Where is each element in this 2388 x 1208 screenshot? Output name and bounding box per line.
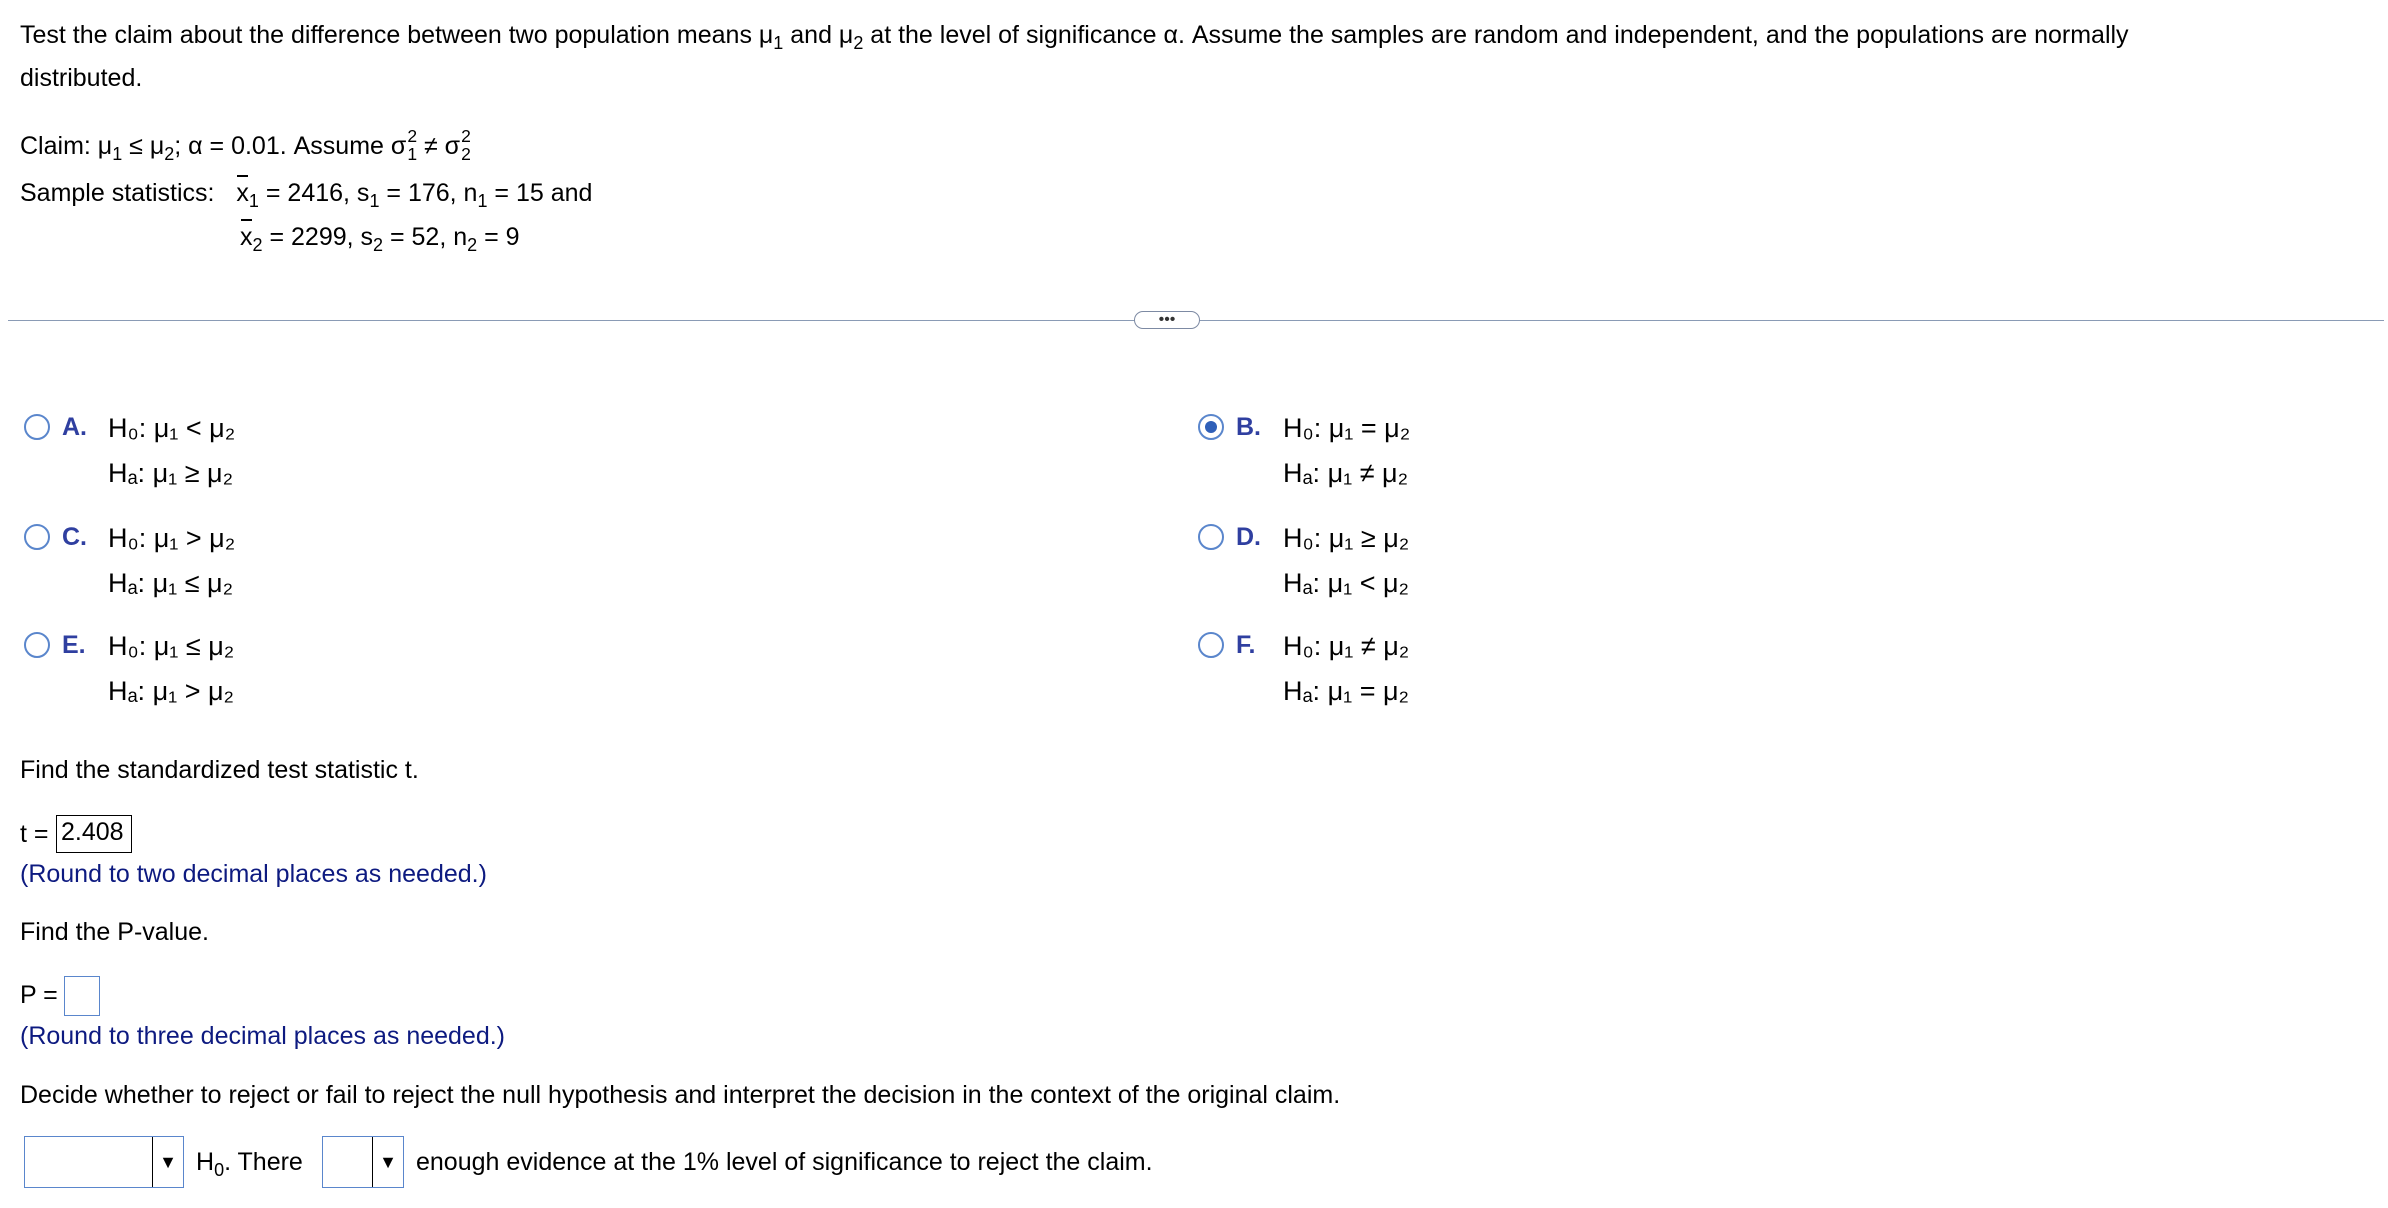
s2idx: 2	[461, 143, 471, 164]
claim-text-ne: ≠ σ	[417, 132, 461, 161]
xbar-1: x	[236, 179, 249, 207]
xbar2-sub: 2	[252, 235, 263, 256]
intro-text-a: Test the claim about the difference between two population means μ	[20, 21, 774, 49]
p-prompt: Find the P-value.	[20, 918, 209, 946]
mu-sub-2: 2	[853, 33, 864, 54]
claim-text-alpha: ; α = 0.01. Assume σ	[174, 132, 407, 161]
decision-prompt: Decide whether to reject or fail to reject the null hypothesis and interpret the decision in the context of the original claim.	[20, 1081, 1341, 1109]
p-label: P =	[20, 981, 58, 1009]
xbar1-sub: 1	[248, 191, 259, 212]
claim-text-a: Claim: μ	[20, 132, 113, 161]
sigma1-supsub	[407, 128, 417, 163]
s1idx: 1	[407, 143, 418, 164]
claim-text-le: ≤ μ	[122, 132, 165, 161]
decision-tail: enough evidence at the 1% level of significance to reject the claim.	[416, 1148, 1153, 1176]
decision-h0	[196, 1147, 303, 1181]
n1-value: = 15 and	[487, 179, 593, 207]
t-answer-field[interactable]: 2.408	[56, 815, 132, 853]
s1-value: = 176, n	[379, 179, 478, 207]
claim-sub-1: 1	[112, 144, 123, 165]
mu-sub-1: 1	[773, 33, 784, 54]
radio-c[interactable]	[24, 524, 50, 550]
sample-stats-line2	[240, 222, 520, 256]
claim-line	[20, 126, 471, 165]
option-e-h0: H₀: μ₁ ≤ μ₂	[108, 631, 235, 661]
h0-sub: 0	[214, 1160, 225, 1181]
n2-value: = 9	[477, 223, 520, 251]
radio-e[interactable]	[24, 632, 50, 658]
option-b-ha: Hₐ: μ₁ ≠ μ₂	[1283, 458, 1409, 488]
radio-a[interactable]	[24, 414, 50, 440]
option-f-letter: F.	[1236, 631, 1256, 659]
xbar-2: x	[240, 223, 253, 251]
s1-sub: 1	[369, 191, 380, 212]
x1-value: = 2416, s	[258, 179, 370, 207]
t-label: t =	[20, 820, 49, 848]
p-answer-field[interactable]	[64, 976, 100, 1016]
problem-intro-line2: distributed.	[20, 64, 143, 92]
option-a-letter: A.	[62, 413, 87, 441]
option-f-ha: Hₐ: μ₁ = μ₂	[1283, 676, 1410, 706]
sq1: 2	[407, 126, 418, 146]
more-options-button[interactable]: •••	[1134, 311, 1200, 329]
option-a-ha: Hₐ: μ₁ ≥ μ₂	[108, 458, 234, 488]
s2-sub: 2	[373, 235, 384, 256]
sq2: 2	[461, 126, 471, 146]
stats-label: Sample statistics:	[20, 179, 215, 207]
option-e-ha: Hₐ: μ₁ > μ₂	[108, 676, 235, 706]
option-c-ha: Hₐ: μ₁ ≤ μ₂	[108, 568, 234, 598]
option-e-letter: E.	[62, 631, 86, 659]
dropdown-arrow-icon[interactable]: ▼	[152, 1137, 183, 1187]
t-prompt: Find the standardized test statistic t.	[20, 756, 419, 784]
radio-b[interactable]	[1198, 414, 1224, 440]
option-b-h0: H₀: μ₁ = μ₂	[1283, 413, 1411, 443]
n2-sub: 2	[467, 235, 478, 256]
n1-sub: 1	[477, 191, 488, 212]
radio-f[interactable]	[1198, 632, 1224, 658]
problem-intro-line1	[20, 20, 2129, 54]
sigma2-supsub	[461, 128, 471, 163]
s2-value: = 52, n	[383, 223, 468, 251]
p-round-note: (Round to three decimal places as needed.)	[20, 1022, 506, 1050]
dropdown-arrow-icon[interactable]: ▼	[372, 1137, 403, 1187]
there-text: . There	[224, 1148, 303, 1176]
option-c-h0: H₀: μ₁ > μ₂	[108, 523, 236, 553]
option-b-letter: B.	[1236, 413, 1261, 441]
claim-sub-2: 2	[164, 144, 175, 165]
t-round-note: (Round to two decimal places as needed.)	[20, 860, 487, 888]
option-d-letter: D.	[1236, 523, 1261, 551]
x2-value: = 2299, s	[262, 223, 374, 251]
option-f-h0: H₀: μ₁ ≠ μ₂	[1283, 631, 1410, 661]
reject-decision-dropdown[interactable]	[24, 1136, 184, 1188]
h0-letter: H	[196, 1148, 215, 1176]
option-c-letter: C.	[62, 523, 87, 551]
evidence-dropdown[interactable]	[322, 1136, 404, 1188]
option-d-h0: H₀: μ₁ ≥ μ₂	[1283, 523, 1410, 553]
sample-stats-line1	[20, 178, 593, 212]
option-a-h0: H₀: μ₁ < μ₂	[108, 413, 236, 443]
radio-d[interactable]	[1198, 524, 1224, 550]
option-d-ha: Hₐ: μ₁ < μ₂	[1283, 568, 1410, 598]
intro-text-and: and μ	[783, 21, 854, 49]
intro-text-b: at the level of significance α. Assume the samples are random and independent, and the populations are normally	[863, 21, 2129, 49]
